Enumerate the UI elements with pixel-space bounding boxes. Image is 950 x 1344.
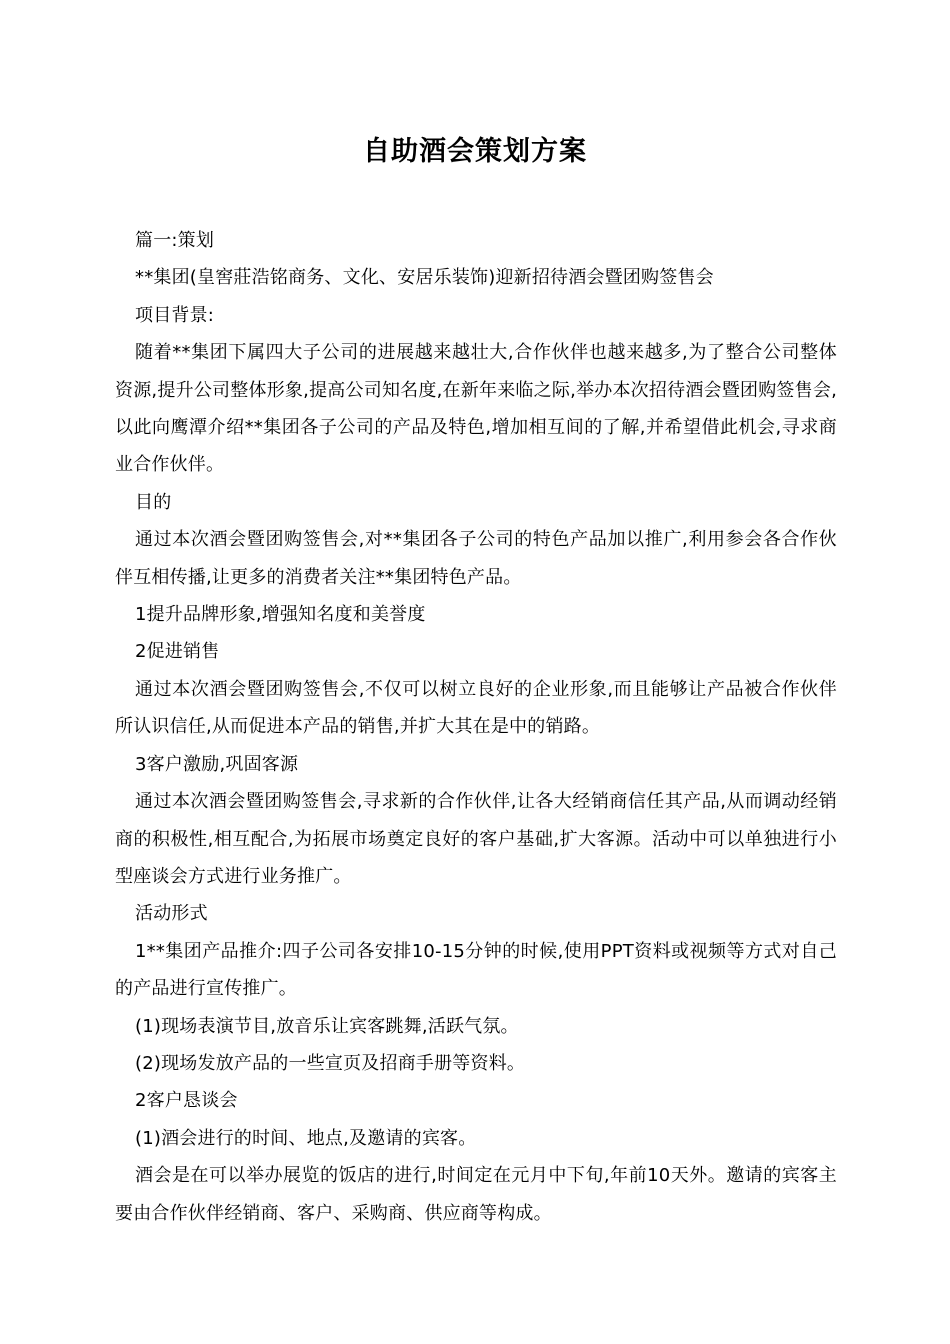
format-item-2: 2客户恳谈会 xyxy=(135,1090,238,1112)
section-heading-purpose: 目的 xyxy=(135,491,172,513)
venue-paragraph: 酒会是在可以举办展览的饭店的进行,时间定在元月中下旬,年前10天外。邀请的宾客主要由合作伙伴经销商、客户、采购商、供应商等构成。 xyxy=(115,1165,837,1224)
purpose-item-2: 2促进销售 xyxy=(135,641,220,663)
document-title: 自助酒会策划方案 xyxy=(363,136,587,167)
event-name-paragraph: **集团(皇窖莊浩铭商务、文化、安居乐装饰)迎新招待酒会暨团购签售会 xyxy=(135,267,714,289)
format-subitem-1: (1)现场表演节目,放音乐让宾客跳舞,活跃气氛。 xyxy=(135,1015,519,1037)
purpose-item-3: 3客户激励,巩固客源 xyxy=(135,753,299,775)
purpose-paragraph: 通过本次酒会暨团购签售会,对**集团各子公司的特色产品加以推广,利用参会各合作伙伴互相传播,让更多的消费者关注**集团特色产品。 xyxy=(115,529,837,588)
purpose-item-2-paragraph: 通过本次酒会暨团购签售会,不仅可以树立良好的企业形象,而且能够让产品被合作伙伴所认识信任,从而促进本产品的销售,并扩大其在是中的销路。 xyxy=(115,678,837,738)
section-heading-chapter: 篇一:策划 xyxy=(135,230,215,251)
format-subitem-2: (2)现场发放产品的一些宣页及招商手册等资料。 xyxy=(135,1052,526,1074)
purpose-item-3-paragraph: 通过本次酒会暨团购签售会,寻求新的合作伙伴,让各大经销商信任其产品,从而调动经销商的积极性,相互配合,为拓展市场奠定良好的客户基础,扩大客源。活动中可以单独进行小型座谈会方式进行业务推广。 xyxy=(115,791,837,887)
purpose-item-1: 1提升品牌形象,增强知名度和美誉度 xyxy=(135,604,426,626)
format-item-1: 1**集团产品推介:四子公司各安排10-15分钟的时候,使用PPT资料或视频等方式对自己的产品进行宣传推广。 xyxy=(115,940,837,1000)
document-body xyxy=(115,222,837,1232)
section-heading-background: 项目背景: xyxy=(135,304,215,326)
background-paragraph: 随着**集团下属四大子公司的进展越来越壮大,合作伙伴也越来越多,为了整合公司整体资源,提升公司整体形象,提高公司知名度,在新年来临之际,举办本次招待酒会暨团购签售会,以此向鹰潭介绍**集团各子公司的产品及特色,增加相互间的了解,并希望借此机会,寻求商业合作伙伴。 xyxy=(115,342,837,476)
section-heading-format: 活动形式 xyxy=(135,903,208,925)
format-item-2-subitem-1: (1)酒会进行的时间、地点,及邀请的宾客。 xyxy=(135,1127,477,1149)
